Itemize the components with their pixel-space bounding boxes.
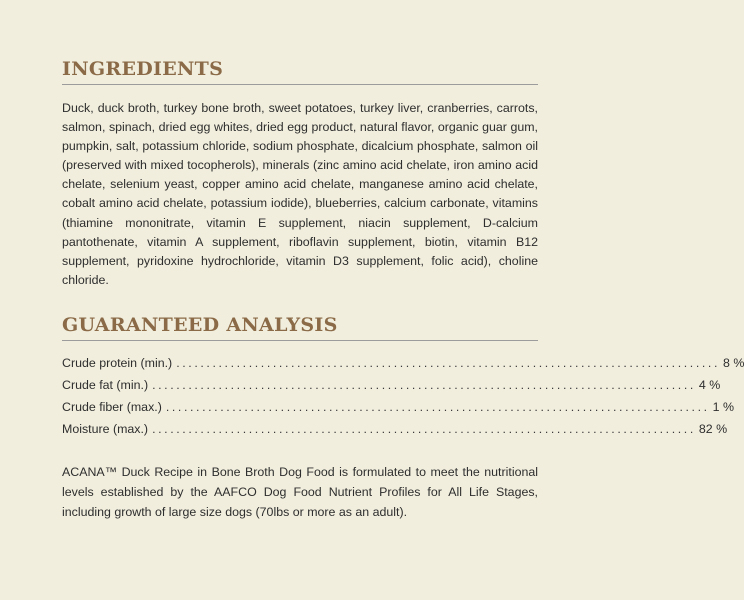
analysis-label: Moisture (max.)	[62, 421, 149, 436]
guaranteed-analysis-section	[62, 313, 744, 440]
analysis-label: Crude protein (min.)	[62, 355, 173, 370]
dot-leader: ..........................................................................................	[176, 355, 721, 370]
dot-leader: ..........................................................................................	[152, 377, 696, 392]
analysis-value: 82 %	[698, 421, 728, 436]
analysis-row	[62, 396, 735, 418]
analysis-label: Crude fat (min.)	[62, 377, 149, 392]
analysis-row	[62, 374, 721, 396]
dot-leader: ..........................................................................................	[152, 421, 696, 436]
analysis-value: 8 %	[723, 355, 744, 370]
analysis-value: 1 %	[712, 399, 735, 414]
guaranteed-analysis-heading: GUARANTEED ANALYSIS	[62, 314, 538, 341]
analysis-table	[62, 352, 744, 440]
analysis-value: 4 %	[698, 377, 721, 392]
ingredients-list: Duck, duck broth, turkey bone broth, sweet potatoes, turkey liver, cranberries, carrots, salmon, spinach, dried egg whites, dried egg product, natural flavor, organic guar gum, pumpkin, salt, potassium chloride, sodium phosphate, dicalcium phosphate, salmon oil (preserved with mixed tocopherols), minerals (zinc amino acid chelate, iron amino acid chelate, selenium yeast, copper amino acid chelate, manganese amino acid chelate, cobalt amino acid chelate, potassium iodide), blueberries, calcium carbonate, vitamins (thiamine mononitrate, vitamin E supplement, niacin supplement, D-calcium pantothenate, vitamin A supplement, riboflavin supplement, biotin, vitamin B12 supplement, pyridoxine hydrochloride, vitamin D3 supplement, folic acid), choline chloride.	[62, 101, 538, 287]
ingredients-heading: INGREDIENTS	[62, 58, 538, 85]
ingredients-section	[62, 58, 538, 290]
dot-leader: ..........................................................................................	[165, 399, 710, 414]
analysis-label: Crude fiber (max.)	[62, 399, 162, 414]
aafco-statement: ACANA™ Duck Recipe in Bone Broth Dog Food is formulated to meet the nutritional levels established by the AAFCO Dog Food Nutrient Profiles for All Life Stages, including growth of large size dogs (70lbs or more as an adult).	[62, 464, 538, 519]
analysis-row	[62, 352, 744, 374]
analysis-row	[62, 418, 728, 440]
nutrition-panel	[62, 58, 744, 522]
